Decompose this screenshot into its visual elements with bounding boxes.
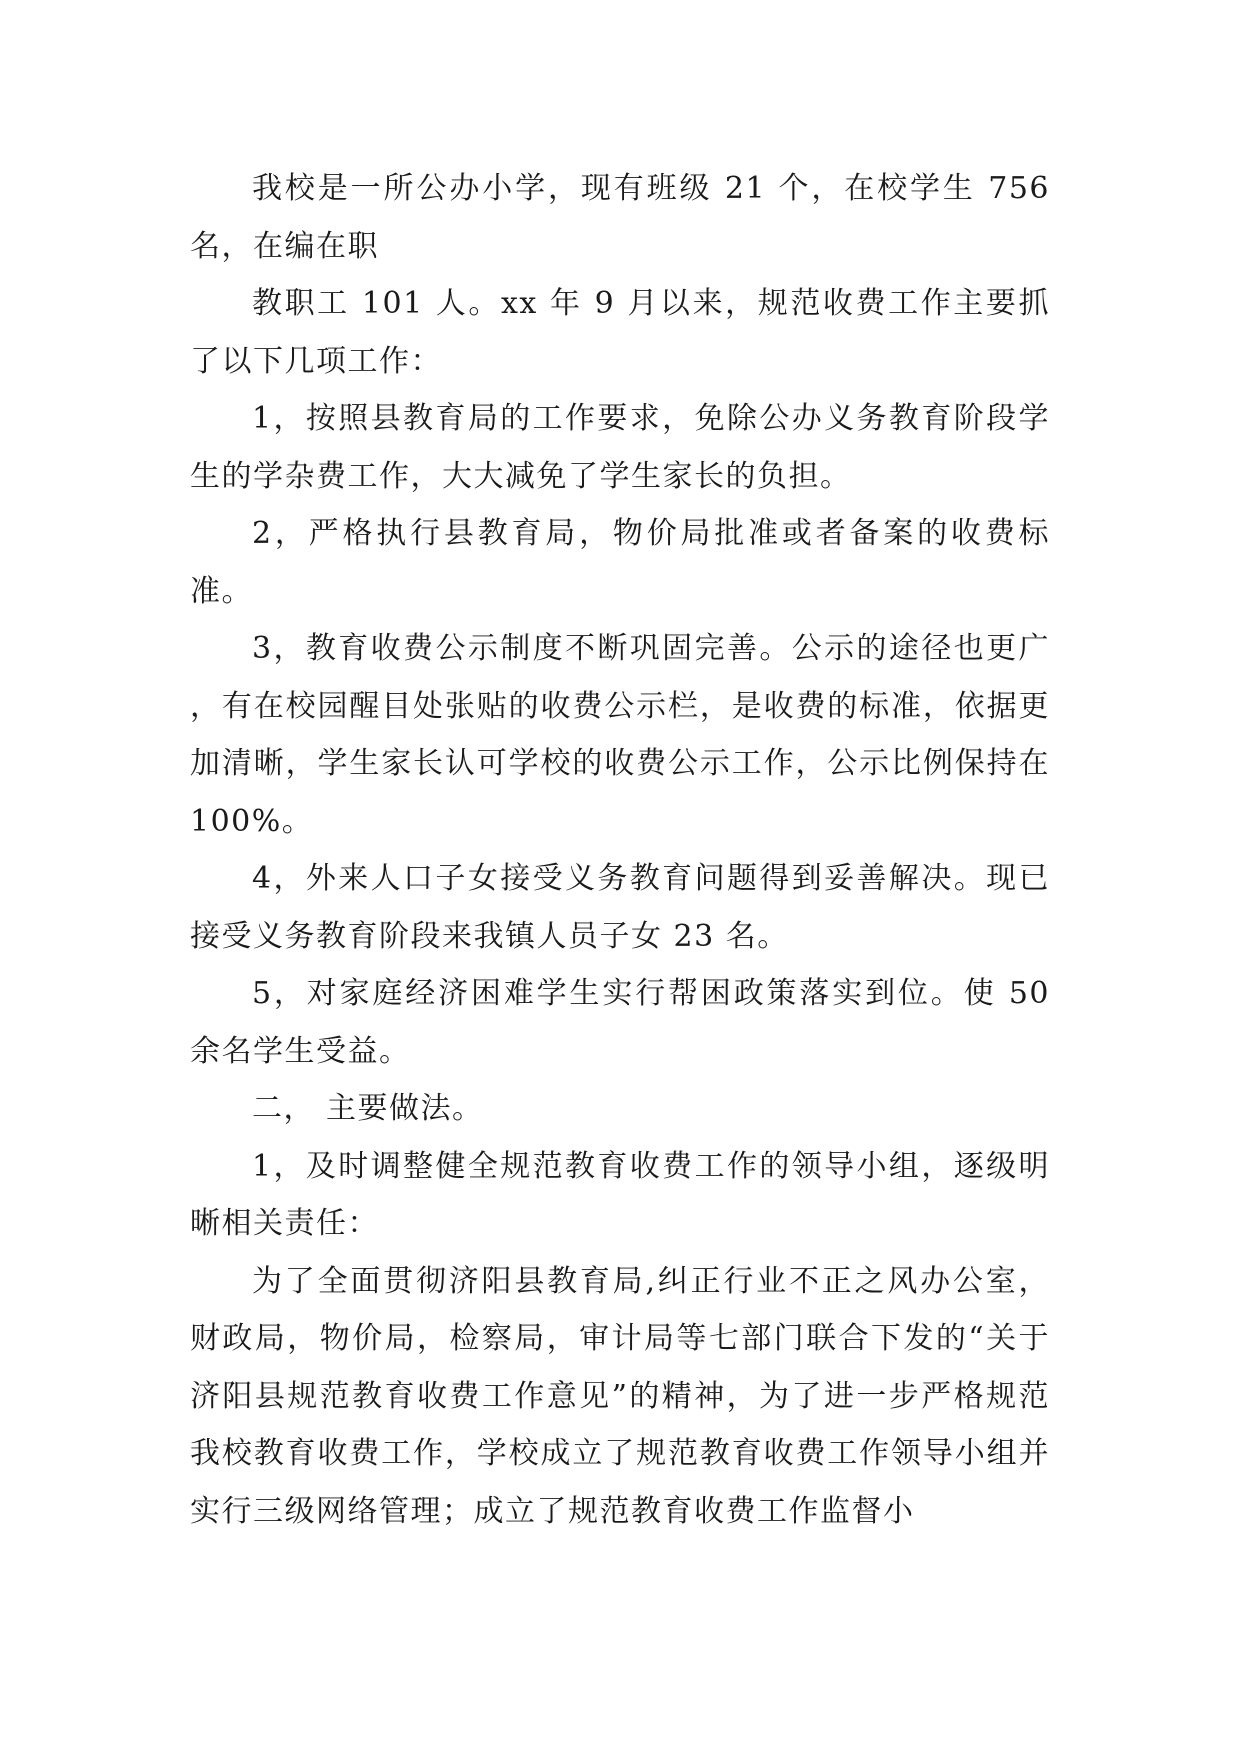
paragraph: 我校是一所公办小学，现有班级 21 个，在校学生 756 名，在编在职	[190, 171, 1050, 264]
paragraph: 4，外来人口子女接受义务教育问题得到妥善解决。现已接受义务教育阶段来我镇人员子女 23 名。	[190, 861, 1050, 954]
paragraph: 1，及时调整健全规范教育收费工作的领导小组，逐级明晰相关责任：	[190, 1148, 1050, 1241]
paragraph: 1，按照县教育局的工作要求，免除公办义务教育阶段学生的学杂费工作，大大减免了学生家长的负担。	[190, 401, 1050, 494]
paragraph: 2，严格执行县教育局，物价局批准或者备案的收费标准。	[190, 516, 1050, 609]
paragraph: 3，教育收费公示制度不断巩固完善。公示的途径也更广 ，有在校园醒目处张贴的收费公示栏，是收费的标准，依据更加清晰，学生家长认可学校的收费公示工作，公示比例保持在 100%。	[190, 631, 1050, 839]
paragraph: 为了全面贯彻济阳县教育局,纠正行业不正之风办公室，财政局，物价局，检察局，审计局等七部门联合下发的“关于济阳县规范教育收费工作意见”的精神，为了进一步严格规范我校教育收费工作，学校成立了规范教育收费工作领导小组并实行三级网络管理；成立了规范教育收费工作监督小	[190, 1263, 1050, 1529]
paragraph: 教职工 101 人。xx 年 9 月以来，规范收费工作主要抓了以下几项工作：	[190, 286, 1050, 379]
section-heading: 二， 主要做法。	[252, 1091, 484, 1126]
paragraph: 5，对家庭经济困难学生实行帮困政策落实到位。使 50 余名学生受益。	[190, 976, 1050, 1069]
document-body	[190, 160, 1050, 1540]
